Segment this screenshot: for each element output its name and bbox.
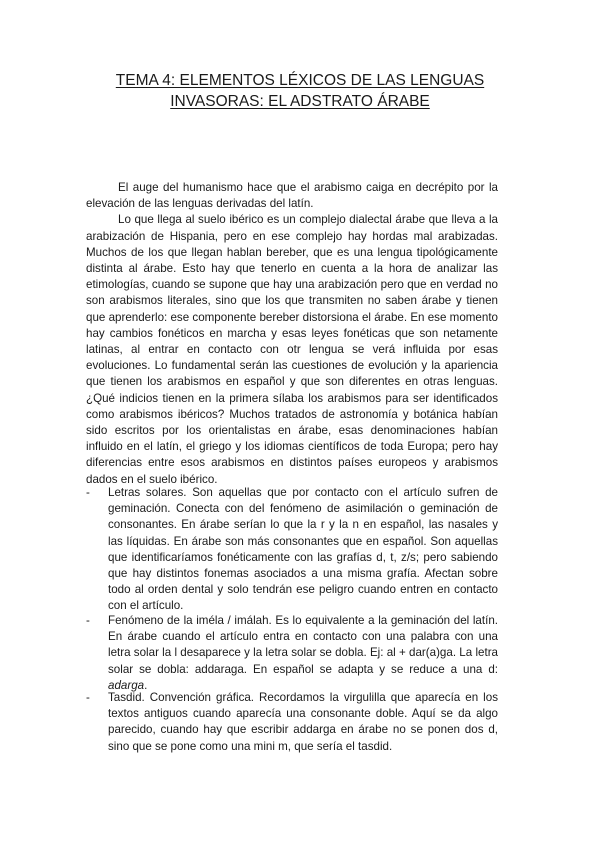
list-item-text: Letras solares. Son aquellas que por contacto con el artículo sufren de geminación. Conecta con del fenómeno de asimilación o geminación de consonantes. En árabe serían lo que la r y la n en español, las nasales y las líquidas. En árabe son más consonantes que en español. Son aquellas que identificaríamos fonéticamente con las grafías d, t, z/s; pero sabiendo que hay distintos fonemas asociados a una misma grafía. Afectan sobre todo al orden dental y solo tendrán ese peligro cuando entren en contacto con el artículo. — [108, 486, 498, 613]
sentence-end: . — [144, 678, 148, 692]
list-item-text — [108, 613, 498, 694]
intro-text — [86, 180, 498, 488]
list-item-tasdid — [86, 690, 498, 755]
bullet-dash: - — [86, 691, 90, 704]
paragraph: Lo que llega al suelo ibérico es un complejo dialectal árabe que lleva a la arabización de Hispania, pero en ese complejo hay hordas mal arabizadas. Muchos de los que llegan hablan bereber, que es una lengua tipológicamente distinta al árabe. Esto hay que tenerlo en cuenta a la hora de analizar las etimologías, cuando se supone que hay una arabización pero que en verdad no son arabismos literales, sino que los que transmiten no saben árabe y tienen que aprenderlo: ese componente bereber distorsiona el árabe. En ese momento hay cambios fonéticos en marcha y esas leyes fonéticas que son netamente latinas, al entrar en contacto con otr lengua se verá influida por esas evoluciones. Lo fundamental serán las cuestiones de evolución y la apariencia que tienen los arabismos en español y que son diferentes en otras lenguas. ¿Qué indicios tienen en la primera sílaba los arabismos para ser identificados como arabismos ibéricos? Muchos tratados de astronomía y botánica habían sido escritos por los orientalistas en árabe, esas denominaciones habían influido en el latín, el griego y los idiomas científicos de toda Europa; pero hay diferencias entre esos arabismos en distintos países europeos y arabismos dados en el suelo ibérico. — [86, 213, 498, 486]
paragraph: El auge del humanismo hace que el arabismo caiga en decrépito por la elevación de las lenguas derivadas del latín. — [86, 181, 498, 211]
list-item-body: Fenómeno de la iméla / imálah. Es lo equivalente a la geminación del latín. En árabe cuando el artículo entra en contacto con una palabra con una letra solar la l desaparece y la letra solar se dobla. Ej: al + dar(a)ga. La letra solar se dobla: addaraga. En español se adapta y se reduce a una d: — [108, 614, 498, 676]
list-item-text: Tasdid. Convención gráfica. Recordamos la virgulilla que aparecía en los textos antiguos cuando aparecía una consonante doble. Aquí se da algo parecido, cuando hay que escribir addarga en árabe no se ponen dos d, sino que se pone como una mini m, que sería el tasdid. — [108, 691, 498, 753]
bullet-dash: - — [86, 614, 90, 627]
list-item-letras-solares — [86, 485, 498, 615]
list-item-imela — [86, 613, 498, 694]
emphasis-word: adarga — [108, 678, 145, 692]
bullet-dash: - — [86, 486, 90, 499]
page-title — [60, 70, 540, 112]
title-line-1: TEMA 4: ELEMENTOS LÉXICOS DE LAS LENGUAS — [115, 72, 485, 89]
title-line-2: INVASORAS: EL ADSTRATO ÁRABE — [170, 93, 430, 110]
